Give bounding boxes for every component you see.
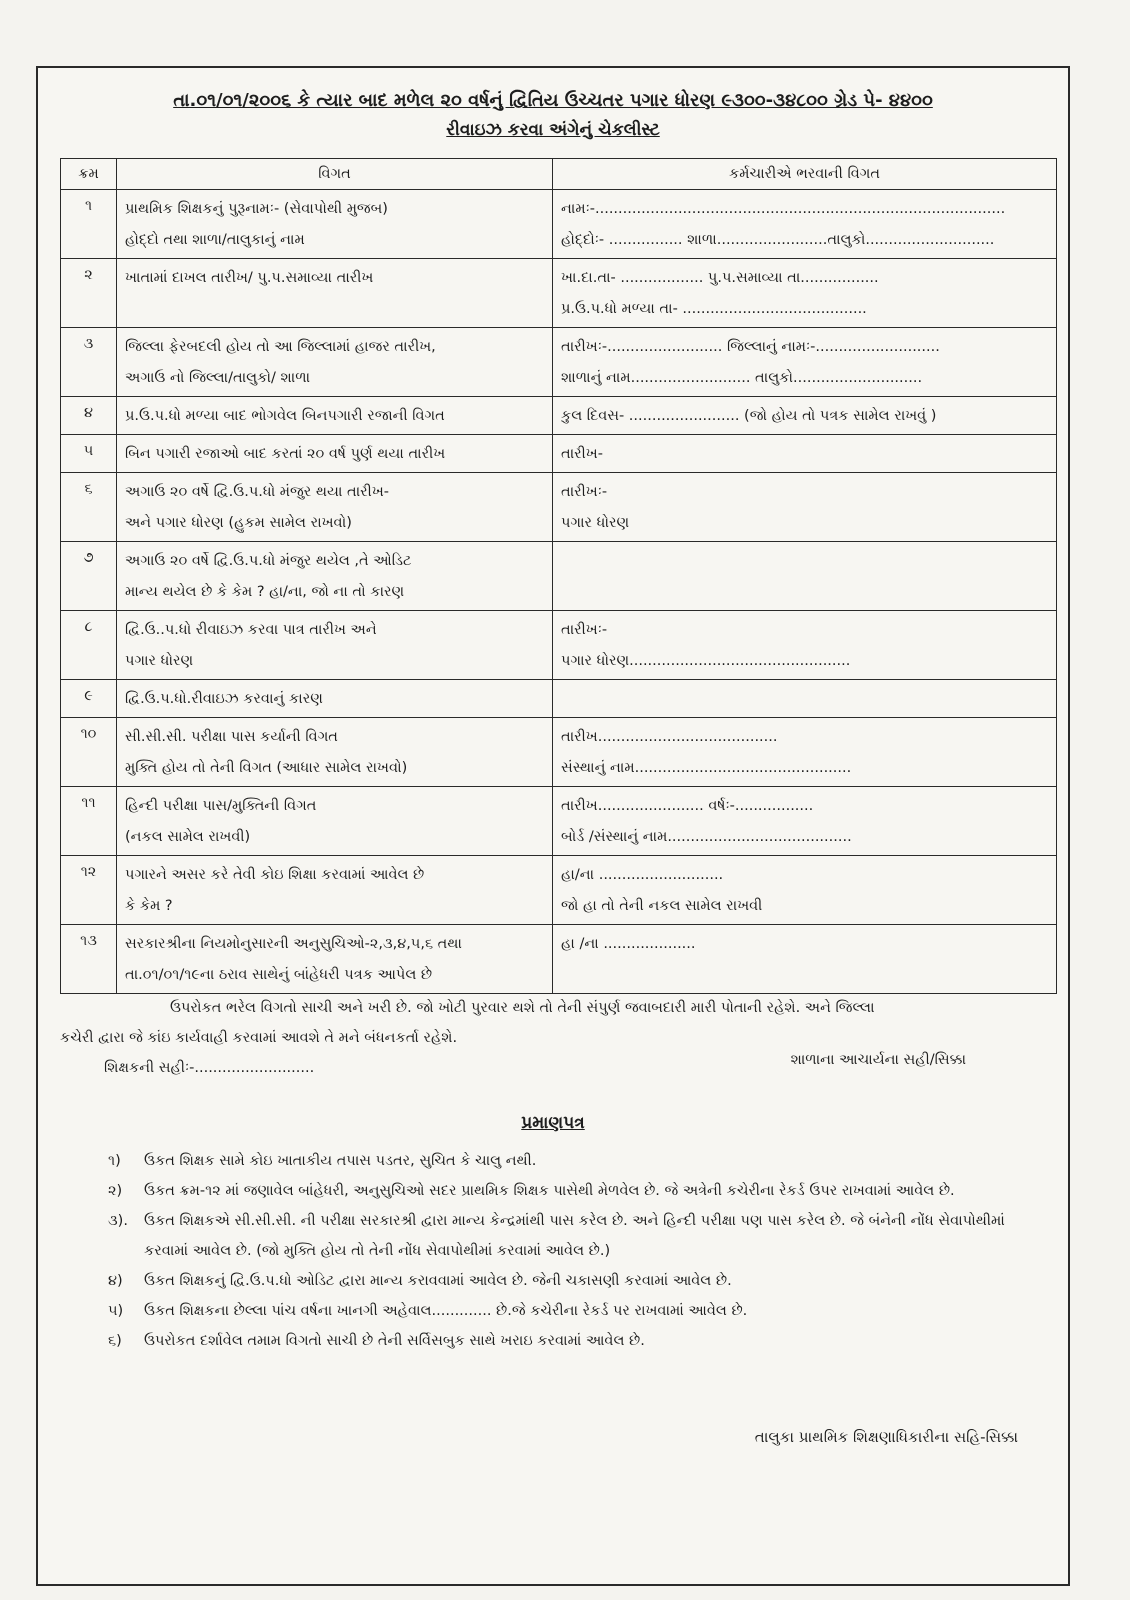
- row-serial: ૬: [61, 473, 117, 542]
- table-row: [61, 542, 1057, 611]
- row-employee-fill[interactable]: [553, 856, 1057, 925]
- row-fill-line: શાળાનું નામ.......................... તાલુકો............................: [561, 370, 923, 386]
- row-fill-line: પગાર ધોરણ: [561, 515, 630, 531]
- row-detail: [117, 542, 553, 611]
- row-fill-line: બોર્ડ /સંસ્થાનું નામ........................................: [561, 829, 852, 845]
- row-fill-line: તારીખ.......................................: [561, 729, 778, 745]
- row-fill-line: પ્ર.ઉ.પ.ધો મળ્યા તા- ........................................: [561, 301, 867, 317]
- certificate-item: [108, 1326, 1038, 1356]
- header-serial: ક્રમ: [61, 159, 117, 190]
- row-detail: [117, 925, 553, 994]
- row-detail: [117, 787, 553, 856]
- row-fill-line: હોદ્દોઃ- ................ શાળા........................તાલુકો............................: [561, 232, 995, 248]
- row-employee-fill[interactable]: [553, 328, 1057, 397]
- row-employee-fill[interactable]: [553, 542, 1057, 611]
- certificate-item-text: ઉકત શિક્ષક સામે કોઇ ખાતાકીય તપાસ પડતર, સુચિત કે ચાલુ નથી.: [144, 1153, 537, 1169]
- certificate-item-number: ૩).: [108, 1213, 128, 1229]
- table-row: [61, 328, 1057, 397]
- row-detail-line: મુક્તિ હોય તો તેની વિગત (આધાર સામેલ રાખવો): [125, 760, 408, 776]
- row-fill-line: તારીખઃ-: [561, 622, 608, 638]
- row-fill-line: નામઃ-.........................................................................................: [561, 201, 1006, 217]
- table-row: [61, 473, 1057, 542]
- row-employee-fill[interactable]: [553, 680, 1057, 718]
- row-serial: ૭: [61, 542, 117, 611]
- table-row: [61, 190, 1057, 259]
- row-detail-line: સી.સી.સી. પરીક્ષા પાસ કર્યાની વિગત: [125, 729, 338, 745]
- document-subtitle: રીવાઇઝ કરવા અંગેનું ચેકલીસ્ટ: [446, 120, 660, 140]
- row-employee-fill[interactable]: [553, 259, 1057, 328]
- checklist-table: [60, 158, 1057, 994]
- certificate-item-text: ઉકત ક્રમ-૧૨ માં જણાવેલ બાંહેધરી, અનુસુચિઓ સદર પ્રાથમિક શિક્ષક પાસેથી મેળવેલ છે. જે અત્રેની કચેરીના રેકર્ડ ઉપર રાખવામાં આવેલ છે.: [144, 1183, 955, 1199]
- row-detail: [117, 435, 553, 473]
- row-fill-line: હા /ના ....................: [561, 936, 696, 952]
- row-employee-fill[interactable]: [553, 787, 1057, 856]
- row-serial: ૩: [61, 328, 117, 397]
- row-employee-fill[interactable]: [553, 611, 1057, 680]
- row-serial: ૪: [61, 397, 117, 435]
- row-detail: [117, 856, 553, 925]
- row-detail-line: પગાર ધોરણ: [125, 653, 194, 669]
- row-employee-fill[interactable]: [553, 190, 1057, 259]
- row-fill-line: ખા.દા.તા- .................. પુ.પ.સમાવ્યા તા.................: [561, 270, 879, 286]
- row-fill-line: તારીખઃ-: [561, 484, 608, 500]
- table-row: [61, 680, 1057, 718]
- row-detail-line: અગાઉ ૨૦ વર્ષે દ્વિ.ઉ.પ.ધો મંજુર થયેલ ,તે ઓડિટ: [125, 553, 412, 569]
- row-detail-line: પગારને અસર કરે તેવી કોઇ શિક્ષા કરવામાં આવેલ છે: [125, 867, 425, 883]
- table-header-row: [61, 159, 1057, 190]
- certificate-item: [108, 1266, 1038, 1296]
- row-detail: [117, 680, 553, 718]
- row-employee-fill[interactable]: [553, 435, 1057, 473]
- row-fill-line: તારીખ....................... વર્ષઃ-.................: [561, 798, 814, 814]
- row-fill-line: કુલ દિવસ- ........................ (જો હોય તો પત્રક સામેલ રાખવું ): [561, 408, 937, 424]
- row-fill-line: જો હા તો તેની નકલ સામેલ રાખવી: [561, 898, 763, 914]
- row-detail-line: કે કેમ ?: [125, 898, 173, 914]
- certificate-title: પ્રમાણપત્ર: [521, 1113, 585, 1133]
- row-detail-line: જિલ્લા ફેરબદલી હોય તો આ જિલ્લામાં હાજર તારીખ,: [125, 339, 436, 355]
- teacher-signature: શિક્ષકની સહીઃ-..........................: [104, 1060, 315, 1076]
- row-detail: [117, 328, 553, 397]
- declaration-line-1: ઉપરોકત ભરેલ વિગતો સાચી અને ખરી છે. જો ખોટી પુરવાર થશે તો તેની સંપુર્ણ જવાબદારી મારી પોતાની રહેશે. અને જિલ્લા: [170, 1000, 875, 1016]
- row-detail-line: (નકલ સામેલ રાખવી): [125, 829, 251, 845]
- certificate-item-text: ઉપરોકત દર્શાવેલ તમામ વિગતો સાચી છે તેની સર્વિસબુક સાથે ખરાઇ કરવામાં આવેલ છે.: [144, 1333, 645, 1349]
- certificate-item: [108, 1296, 1038, 1326]
- row-detail-line: પ્ર.ઉ.પ.ધો મળ્યા બાદ ભોગવેલ બિનપગારી રજાની વિગત: [125, 408, 445, 424]
- row-fill-line: તારીખ-: [561, 446, 603, 462]
- row-detail: [117, 259, 553, 328]
- row-detail: [117, 611, 553, 680]
- row-detail: [117, 718, 553, 787]
- row-fill-line: પગાર ધોરણ................................................: [561, 653, 851, 669]
- table-row: [61, 259, 1057, 328]
- officer-signature: તાલુકા પ્રાથમિક શિક્ષણાધિકારીના સહિ-સિક્કા: [754, 1428, 1018, 1446]
- row-detail-line: હિન્દી પરીક્ષા પાસ/મુક્તિની વિગત: [125, 798, 317, 814]
- certificate-list: [108, 1146, 1038, 1356]
- certificate-item-number: ૫): [108, 1303, 124, 1319]
- certificate-item-number: ૪): [108, 1273, 123, 1289]
- certificate-item: [108, 1176, 1038, 1206]
- header-detail: વિગત: [117, 159, 553, 190]
- row-detail-line: તા.૦૧/૦૧/૧૯ના ઠરાવ સાથેનું બાંહેધરી પત્રક આપેલ છે: [125, 967, 433, 983]
- principal-signature: શાળાના આચાર્યના સહી/સિક્કા: [790, 1052, 966, 1068]
- certificate-item-number: ૧): [108, 1153, 121, 1169]
- certificate-item: [108, 1206, 1038, 1266]
- row-serial: ૧: [61, 190, 117, 259]
- row-detail-line: અગાઉ નો જિલ્લા/તાલુકો/ શાળા: [125, 370, 311, 386]
- table-row: [61, 611, 1057, 680]
- certificate-item-text: ઉકત શિક્ષકએ સી.સી.સી. ની પરીક્ષા સરકારશ્રી દ્વારા માન્ય કેન્દ્રમાંથી પાસ કરેલ છે. અને હિન્દી પરીક્ષા પણ પાસ કરેલ છે. જે બંનેની નોંધ સેવાપોથીમાં કરવામાં આવેલ છે. (જો મુક્તિ હોય તો તેની નોંધ સેવાપોથીમાં કરવામાં આવેલ છે.): [144, 1213, 1005, 1259]
- row-fill-line: તારીખઃ-......................... જિલ્લાનું નામઃ-...........................: [561, 339, 940, 355]
- row-employee-fill[interactable]: [553, 473, 1057, 542]
- row-fill-line: હા/ના ...........................: [561, 867, 724, 883]
- row-detail: [117, 190, 553, 259]
- checklist-sheet: [36, 66, 1070, 1586]
- row-detail-line: બિન પગારી રજાઓ બાદ કરતાં ૨૦ વર્ષ પુર્ણ થયા તારીખ: [125, 446, 446, 462]
- row-serial: ૧૧: [61, 787, 117, 856]
- document-title: તા.૦૧/૦૧/૨૦૦૬ કે ત્યાર બાદ મળેલ ૨૦ વર્ષનું દ્વિતિય ઉચ્ચતર પગાર ધોરણ ૯૩૦૦-૩૪૮૦૦ ગ્રેડ પે- ૪૪૦૦: [173, 90, 933, 111]
- row-serial: ૮: [61, 611, 117, 680]
- row-detail-line: હોદ્દો તથા શાળા/તાલુકાનું નામ: [125, 232, 305, 248]
- table-row: [61, 718, 1057, 787]
- table-row: [61, 856, 1057, 925]
- certificate-item-number: ૨): [108, 1183, 123, 1199]
- row-detail-line: અને પગાર ધોરણ (હુકમ સામેલ રાખવો): [125, 515, 352, 531]
- row-serial: ૧૩: [61, 925, 117, 994]
- row-detail-line: અગાઉ ૨૦ વર્ષે દ્વિ.ઉ.પ.ધો મંજુર થયા તારીખ-: [125, 484, 389, 500]
- checklist-rows: [61, 190, 1057, 994]
- row-detail-line: માન્ય થયેલ છે કે કેમ ? હા/ના, જો ના તો કારણ: [125, 584, 405, 600]
- declaration: [60, 993, 1056, 1085]
- row-serial: ૯: [61, 680, 117, 718]
- row-detail: [117, 397, 553, 435]
- row-fill-line: સંસ્થાનું નામ...............................................: [561, 760, 852, 776]
- table-row: [61, 787, 1057, 856]
- row-detail-line: પ્રાથમિક શિક્ષકનું પુરૂનામઃ- (સેવાપોથી મુજબ): [125, 201, 388, 217]
- row-serial: ૨: [61, 259, 117, 328]
- certificate-item-text: ઉકત શિક્ષકના છેલ્લા પાંચ વર્ષના ખાનગી અહેવાલ............. છે.જે કચેરીના રેકર્ડ પર રાખવામાં આવેલ છે.: [144, 1303, 748, 1319]
- row-detail-line: સરકારશ્રીના નિયમોનુસારની અનુસુચિઓ-૨,૩,૪,૫,૬ તથા: [125, 936, 462, 952]
- certificate-item-text: ઉકત શિક્ષકનું દ્વિ.ઉ.પ.ધો ઓડિટ દ્વારા માન્ય કરાવવામાં આવેલ છે. જેની ચકાસણી કરવામાં આવેલ છે.: [144, 1273, 732, 1289]
- row-detail-line: દ્વિ.ઉ..પ.ધો રીવાઇઝ કરવા પાત્ર તારીખ અને: [125, 622, 377, 638]
- row-employee-fill[interactable]: [553, 925, 1057, 994]
- row-employee-fill[interactable]: [553, 718, 1057, 787]
- certificate-item: [108, 1146, 1038, 1176]
- row-employee-fill[interactable]: [553, 397, 1057, 435]
- row-serial: ૧૦: [61, 718, 117, 787]
- table-row: [61, 435, 1057, 473]
- row-serial: ૫: [61, 435, 117, 473]
- table-row: [61, 397, 1057, 435]
- declaration-line-2: કચેરી દ્વારા જે કાંઇ કાર્યવાહી કરવામાં આવશે તે મને બંધનકર્તા રહેશે.: [60, 1030, 458, 1046]
- row-detail-line: દ્વિ.ઉ.પ.ધો.રીવાઇઝ કરવાનું કારણ: [125, 691, 323, 707]
- row-detail: [117, 473, 553, 542]
- header-employee-detail: કર્મચારીએ ભરવાની વિગત: [553, 159, 1057, 190]
- row-detail-line: ખાતામાં દાખલ તારીખ/ પુ.પ.સમાવ્યા તારીખ: [125, 270, 374, 286]
- row-serial: ૧૨: [61, 856, 117, 925]
- certificate-item-number: ૬): [108, 1333, 122, 1349]
- table-row: [61, 925, 1057, 994]
